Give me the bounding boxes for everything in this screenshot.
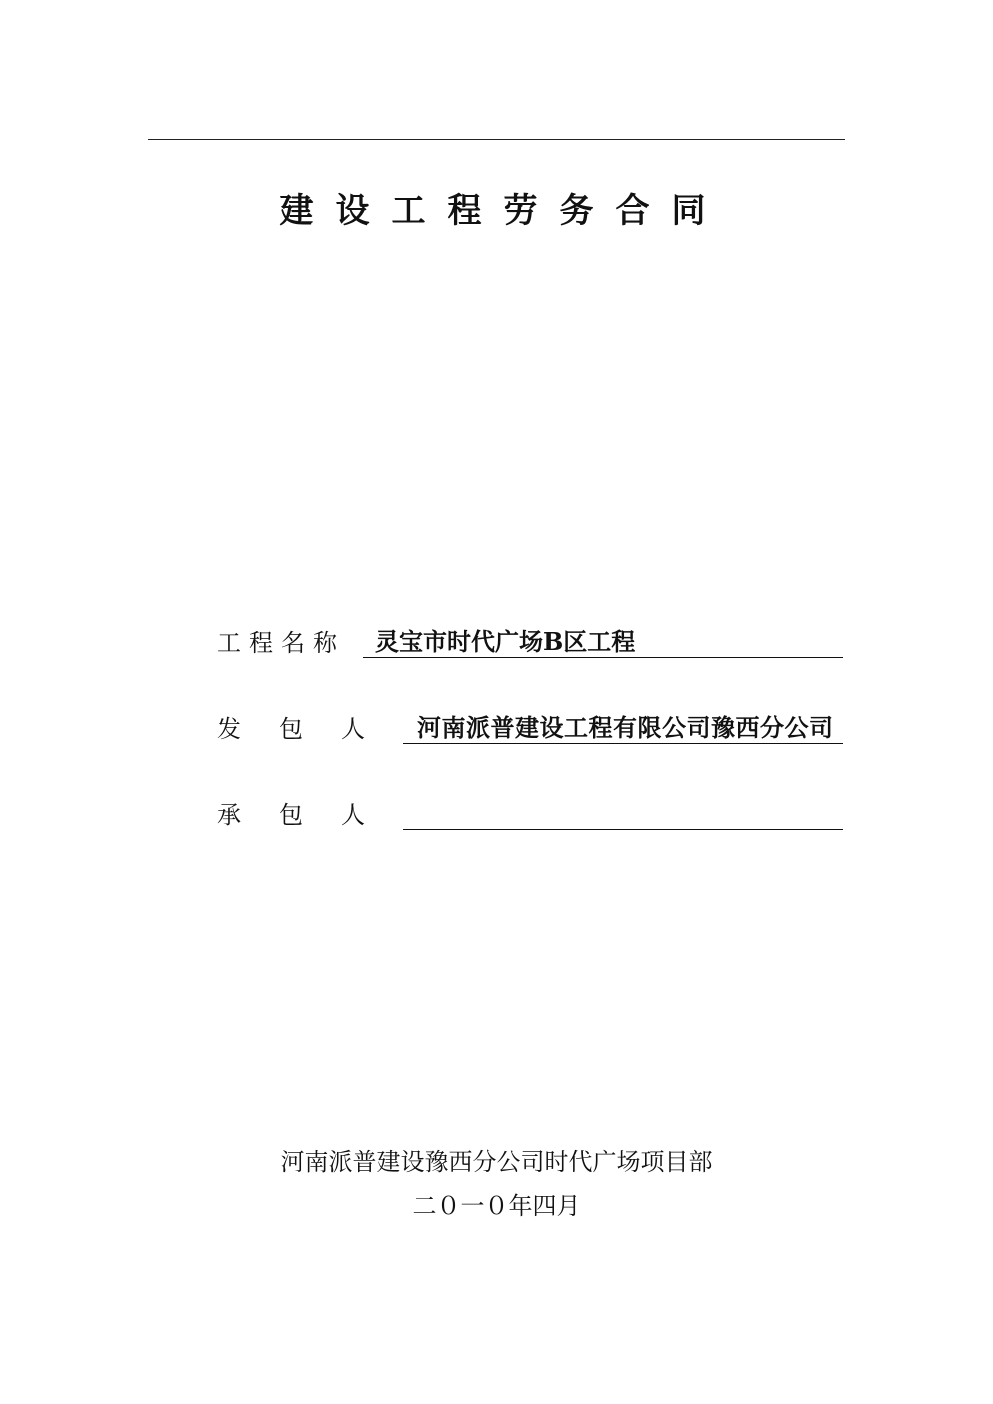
project-name-row bbox=[217, 622, 843, 658]
project-name-value[interactable]: 灵宝市时代广场B区工程 bbox=[363, 627, 843, 658]
contractor-value[interactable] bbox=[403, 799, 843, 830]
employer-label: 发包人 bbox=[217, 715, 403, 743]
top-rule bbox=[148, 139, 845, 140]
employer-value[interactable]: 河南派普建设工程有限公司豫西分公司 bbox=[403, 713, 843, 744]
employer-row bbox=[217, 708, 843, 744]
contractor-label: 承包人 bbox=[217, 801, 403, 829]
project-name-label: 工程名称 bbox=[217, 629, 345, 657]
contractor-row bbox=[217, 794, 843, 830]
issuer-text: 河南派普建设豫西分公司时代广场项目部 bbox=[280, 1148, 713, 1176]
document-title: 建设工程劳务合同 bbox=[279, 191, 728, 231]
issue-date: 二０一０年四月 bbox=[412, 1192, 581, 1220]
